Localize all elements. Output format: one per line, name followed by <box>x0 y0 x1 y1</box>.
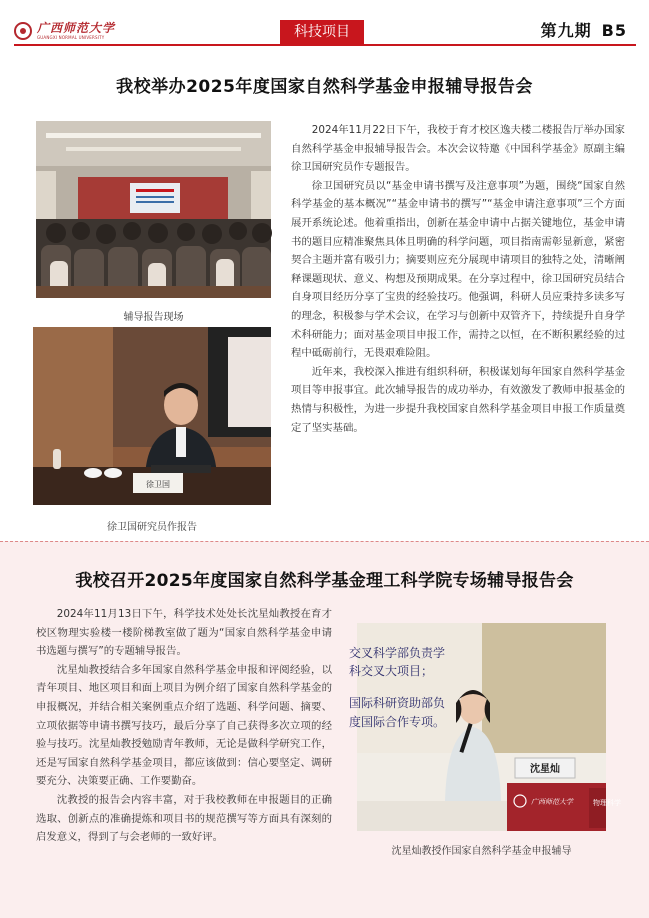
professor-photo <box>349 623 621 831</box>
page-number: B5 <box>601 21 627 40</box>
article1-title: 我校举办2025年度国家自然科学基金申报辅导报告会 <box>116 77 533 97</box>
speaker-illustration <box>33 327 271 505</box>
university-logo <box>14 22 115 40</box>
page-header <box>0 0 649 46</box>
article1-paragraph: 2024年11月22日下午，我校于育才校区逸夫楼二楼报告厅举办国家自然科学基金申报辅导报告会。本次会议特邀《中国科学基金》原副主编徐卫国研究员作专题报告。 <box>291 124 625 174</box>
issue-label: 第九期 <box>540 21 592 40</box>
professor-illustration <box>349 623 621 831</box>
article1-paragraph: 近年来，我校深入推进有组织科研，积极谋划每年国家自然科学基金项目等申报事宜。此次辅导报告的成功举办，有效激发了教师申报基金的热情与积极性，为进一步提升我校国家自然科学基金项目申报工作质量奠定了坚实基础。 <box>291 365 625 434</box>
article1-body <box>291 121 625 437</box>
lecture-hall-photo <box>36 121 271 298</box>
slide-line: 交叉科学部负责学 <box>349 646 446 660</box>
slide-line: 度国际合作专项。 <box>349 715 446 729</box>
slide-line: 科交叉大项目； <box>349 664 434 678</box>
logo-chinese-name: 广西师范大学 <box>37 21 116 35</box>
logo-english-name: GUANGXI NORMAL UNIVERSITY <box>37 35 105 40</box>
section-tag: 科技项目 <box>280 20 364 44</box>
header-rule <box>14 44 636 46</box>
article2-photo-caption: 沈星灿教授作国家自然科学基金申报辅导 <box>391 846 572 857</box>
podium-logo-text: 广西师范大学 <box>531 798 573 806</box>
slide-line: 国际科研资助部负 <box>349 696 446 710</box>
speaker-nameplate: 徐卫国 <box>146 480 170 489</box>
article2-body <box>36 605 332 847</box>
article2-paragraph: 沈星灿教授结合多年国家自然科学基金申报和评阅经验，以青年项目、地区项目和面上项目为例介绍了国家自然科学基金的申报概况，并结合相关案例重点介绍了选题、科学问题、摘要、立项依据等申请书撰写技巧，最后分享了自己获得多次立项的经验与技巧。沈星灿教授勉励青年教师，无论是做科学研究工作，还是写国家自然科学基金项目，都应该做到：信心要坚定、调研要充分、决策要正确、工作要勤奋。 <box>36 663 332 788</box>
speaker-photo <box>33 327 271 505</box>
professor-nameplate: 沈星灿 <box>530 764 560 775</box>
university-seal-icon <box>14 22 32 40</box>
article2-paragraph: 沈教授的报告会内容丰富，对于我校教师在申报题目的正确选取、创新点的准确提炼和项目书的规范撰写等方面具有深刻的启发意义，得到了与会老师的一致好评。 <box>36 793 332 844</box>
lecture-hall-illustration <box>36 121 271 298</box>
issue-number <box>541 20 627 42</box>
article2-title: 我校召开2025年度国家自然科学基金理工科学院专场辅导报告会 <box>75 571 574 591</box>
photo2-caption: 徐卫国研究员作报告 <box>107 522 197 533</box>
section-divider <box>0 541 649 542</box>
photo1-caption: 辅导报告现场 <box>123 312 184 323</box>
article2-paragraph: 2024年11月13日下午，科学技术处处长沈星灿教授在育才校区物理实验楼一楼阶梯教室做了题为“国家自然科学基金申请书选题与撰写”的专题辅导报告。 <box>36 608 332 658</box>
podium-college-text: 物理科学 <box>593 799 621 807</box>
article1-paragraph: 徐卫国研究员以“基金申请书撰写及注意事项”为题，围绕“国家自然科学基金的基本概况”“基金申请书的撰写”“基金申请注意事项”三个方面展开系统论述。他着重指出，创新在基金申请中占据关键地位，基金申请书的题目应精准聚焦具体且明确的科学问题，项目指南需彰显新意，紧密契合主题并富有吸引力；摘要则应充分展现申请项目的独特之处，清晰阐释课题现状、意义、构想及预期成果。在分享过程中，徐卫国研究员结合自身项目经历分享了宝贵的经验技巧。他强调，科研人员应秉持多读多写的理念，积极参与学术会议，在学习与创新中双管齐下，持续提升自身学术科研能力；面对基金项目申报工作，需持之以恒，在不断积累经验的过程中砥砺前行，无畏艰难险阻。 <box>291 179 625 360</box>
